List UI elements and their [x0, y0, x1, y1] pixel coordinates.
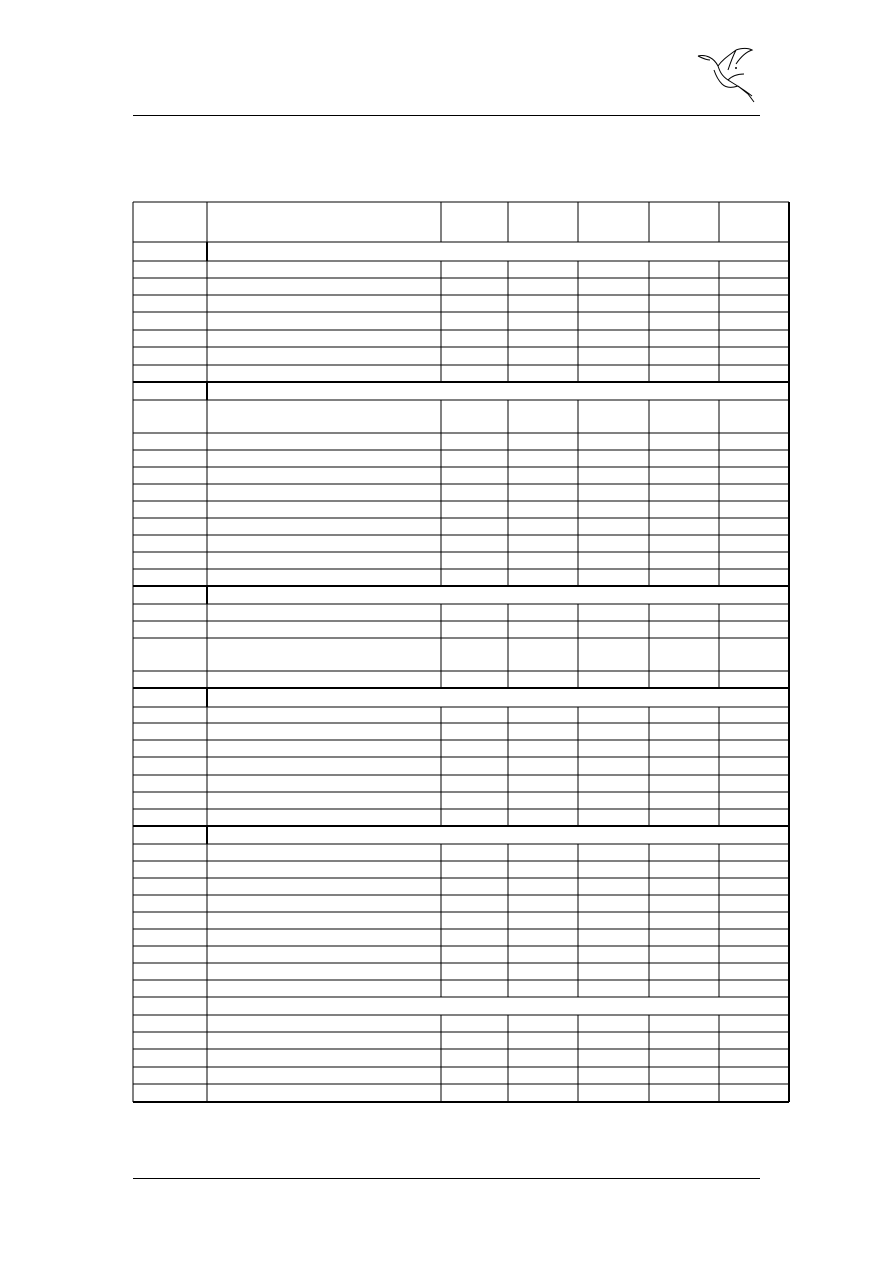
- footer-rule: [133, 1178, 760, 1179]
